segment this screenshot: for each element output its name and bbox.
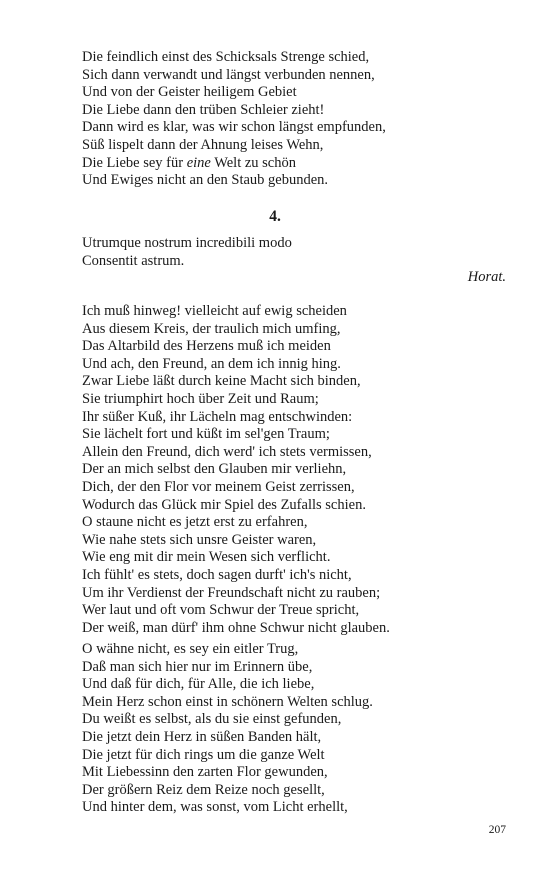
verse-line: Dann wird es klar, was wir schon längst empfunden, (82, 119, 386, 136)
verse-line: Wer laut und oft vom Schwur der Treue spricht, (82, 602, 360, 619)
verse-line (82, 155, 386, 173)
verse-text: Die Liebe sey für (82, 154, 187, 171)
stanza-2 (82, 303, 390, 637)
verse-line: Aus diesem Kreis, der traulich mich umfing, (82, 320, 341, 337)
verse-line: Und hinter dem, was sonst, vom Licht erhellt, (82, 799, 348, 816)
epigraph-line: Utrumque nostrum incredibili modo (82, 235, 292, 251)
verse-line: Du weißt es selbst, als du sie einst gefunden, (82, 711, 342, 728)
verse-line: Der größern Reiz dem Reize noch gesellt, (82, 781, 325, 798)
stanza-1 (82, 49, 386, 190)
emphasized-word: eine (186, 154, 211, 171)
verse-line: O wähne nicht, es sey ein eitler Trug, (82, 641, 299, 657)
verse-line: Und Ewiges nicht an den Staub gebunden. (82, 172, 329, 189)
verse-text: Welt zu schön (210, 154, 296, 171)
verse-line: Mein Herz schon einst in schönern Welten schlug. (82, 693, 373, 710)
verse-line: Süß lispelt dann der Ahnung leises Wehn, (82, 136, 324, 153)
verse-line: Die jetzt für dich rings um die ganze Welt (82, 746, 325, 763)
verse-line: Daß man sich hier nur im Erinnern übe, (82, 658, 313, 675)
verse-line: Sich dann verwandt und längst verbunden nennen, (82, 66, 375, 83)
verse-line: Die jetzt dein Herz in süßen Banden hält, (82, 728, 322, 745)
epigraph-attribution: Horat. (467, 269, 506, 285)
verse-line: Wie eng mit dir mein Wesen sich verflicht. (82, 549, 331, 566)
verse-line: Sie lächelt fort und küßt im sel'gen Traum; (82, 426, 330, 443)
verse-line: Und daß für dich, für Alle, die ich liebe, (82, 676, 315, 693)
verse-line: Zwar Liebe läßt durch keine Macht sich binden, (82, 373, 361, 390)
page-number: 207 (488, 824, 506, 836)
verse-line: Dich, der den Flor vor meinem Geist zerrissen, (82, 478, 355, 495)
verse-line: Ihr süßer Kuß, ihr Lächeln mag entschwinden: (82, 408, 353, 425)
verse-line: Die Liebe dann den trüben Schleier zieht! (82, 101, 325, 118)
verse-line: Mit Liebessinn den zarten Flor gewunden, (82, 764, 328, 781)
verse-line: Sie triumphirt hoch über Zeit und Raum; (82, 390, 319, 407)
verse-line: Wie nahe stets sich unsre Geister waren, (82, 531, 317, 548)
epigraph-line: Consentit astrum. (82, 252, 185, 269)
verse-line: Der an mich selbst den Glauben mir verliehn, (82, 461, 347, 478)
verse-line: Wodurch das Glück mir Spiel des Zufalls schien. (82, 496, 366, 513)
verse-line: Ich fühlt' es stets, doch sagen durft' ich's nicht, (82, 566, 352, 583)
epigraph (82, 235, 292, 270)
verse-line: Und ach, den Freund, an dem ich innig hing. (82, 355, 341, 372)
verse-line: Und von der Geister heiligem Gebiet (82, 84, 297, 101)
verse-line: Das Altarbild des Herzens muß ich meiden (82, 338, 331, 355)
stanza-3 (82, 641, 373, 817)
section-number: 4. (269, 208, 281, 225)
verse-line: Ich muß hinweg! vielleicht auf ewig scheiden (82, 303, 347, 319)
verse-line: Um ihr Verdienst der Freundschaft nicht zu rauben; (82, 584, 381, 601)
verse-line: Allein den Freund, dich werd' ich stets vermissen, (82, 443, 372, 460)
verse-line: Der weiß, man dürf' ihm ohne Schwur nicht glauben. (82, 619, 390, 636)
verse-line: O staune nicht es jetzt erst zu erfahren, (82, 514, 308, 531)
verse-line: Die feindlich einst des Schicksals Strenge schied, (82, 49, 370, 65)
